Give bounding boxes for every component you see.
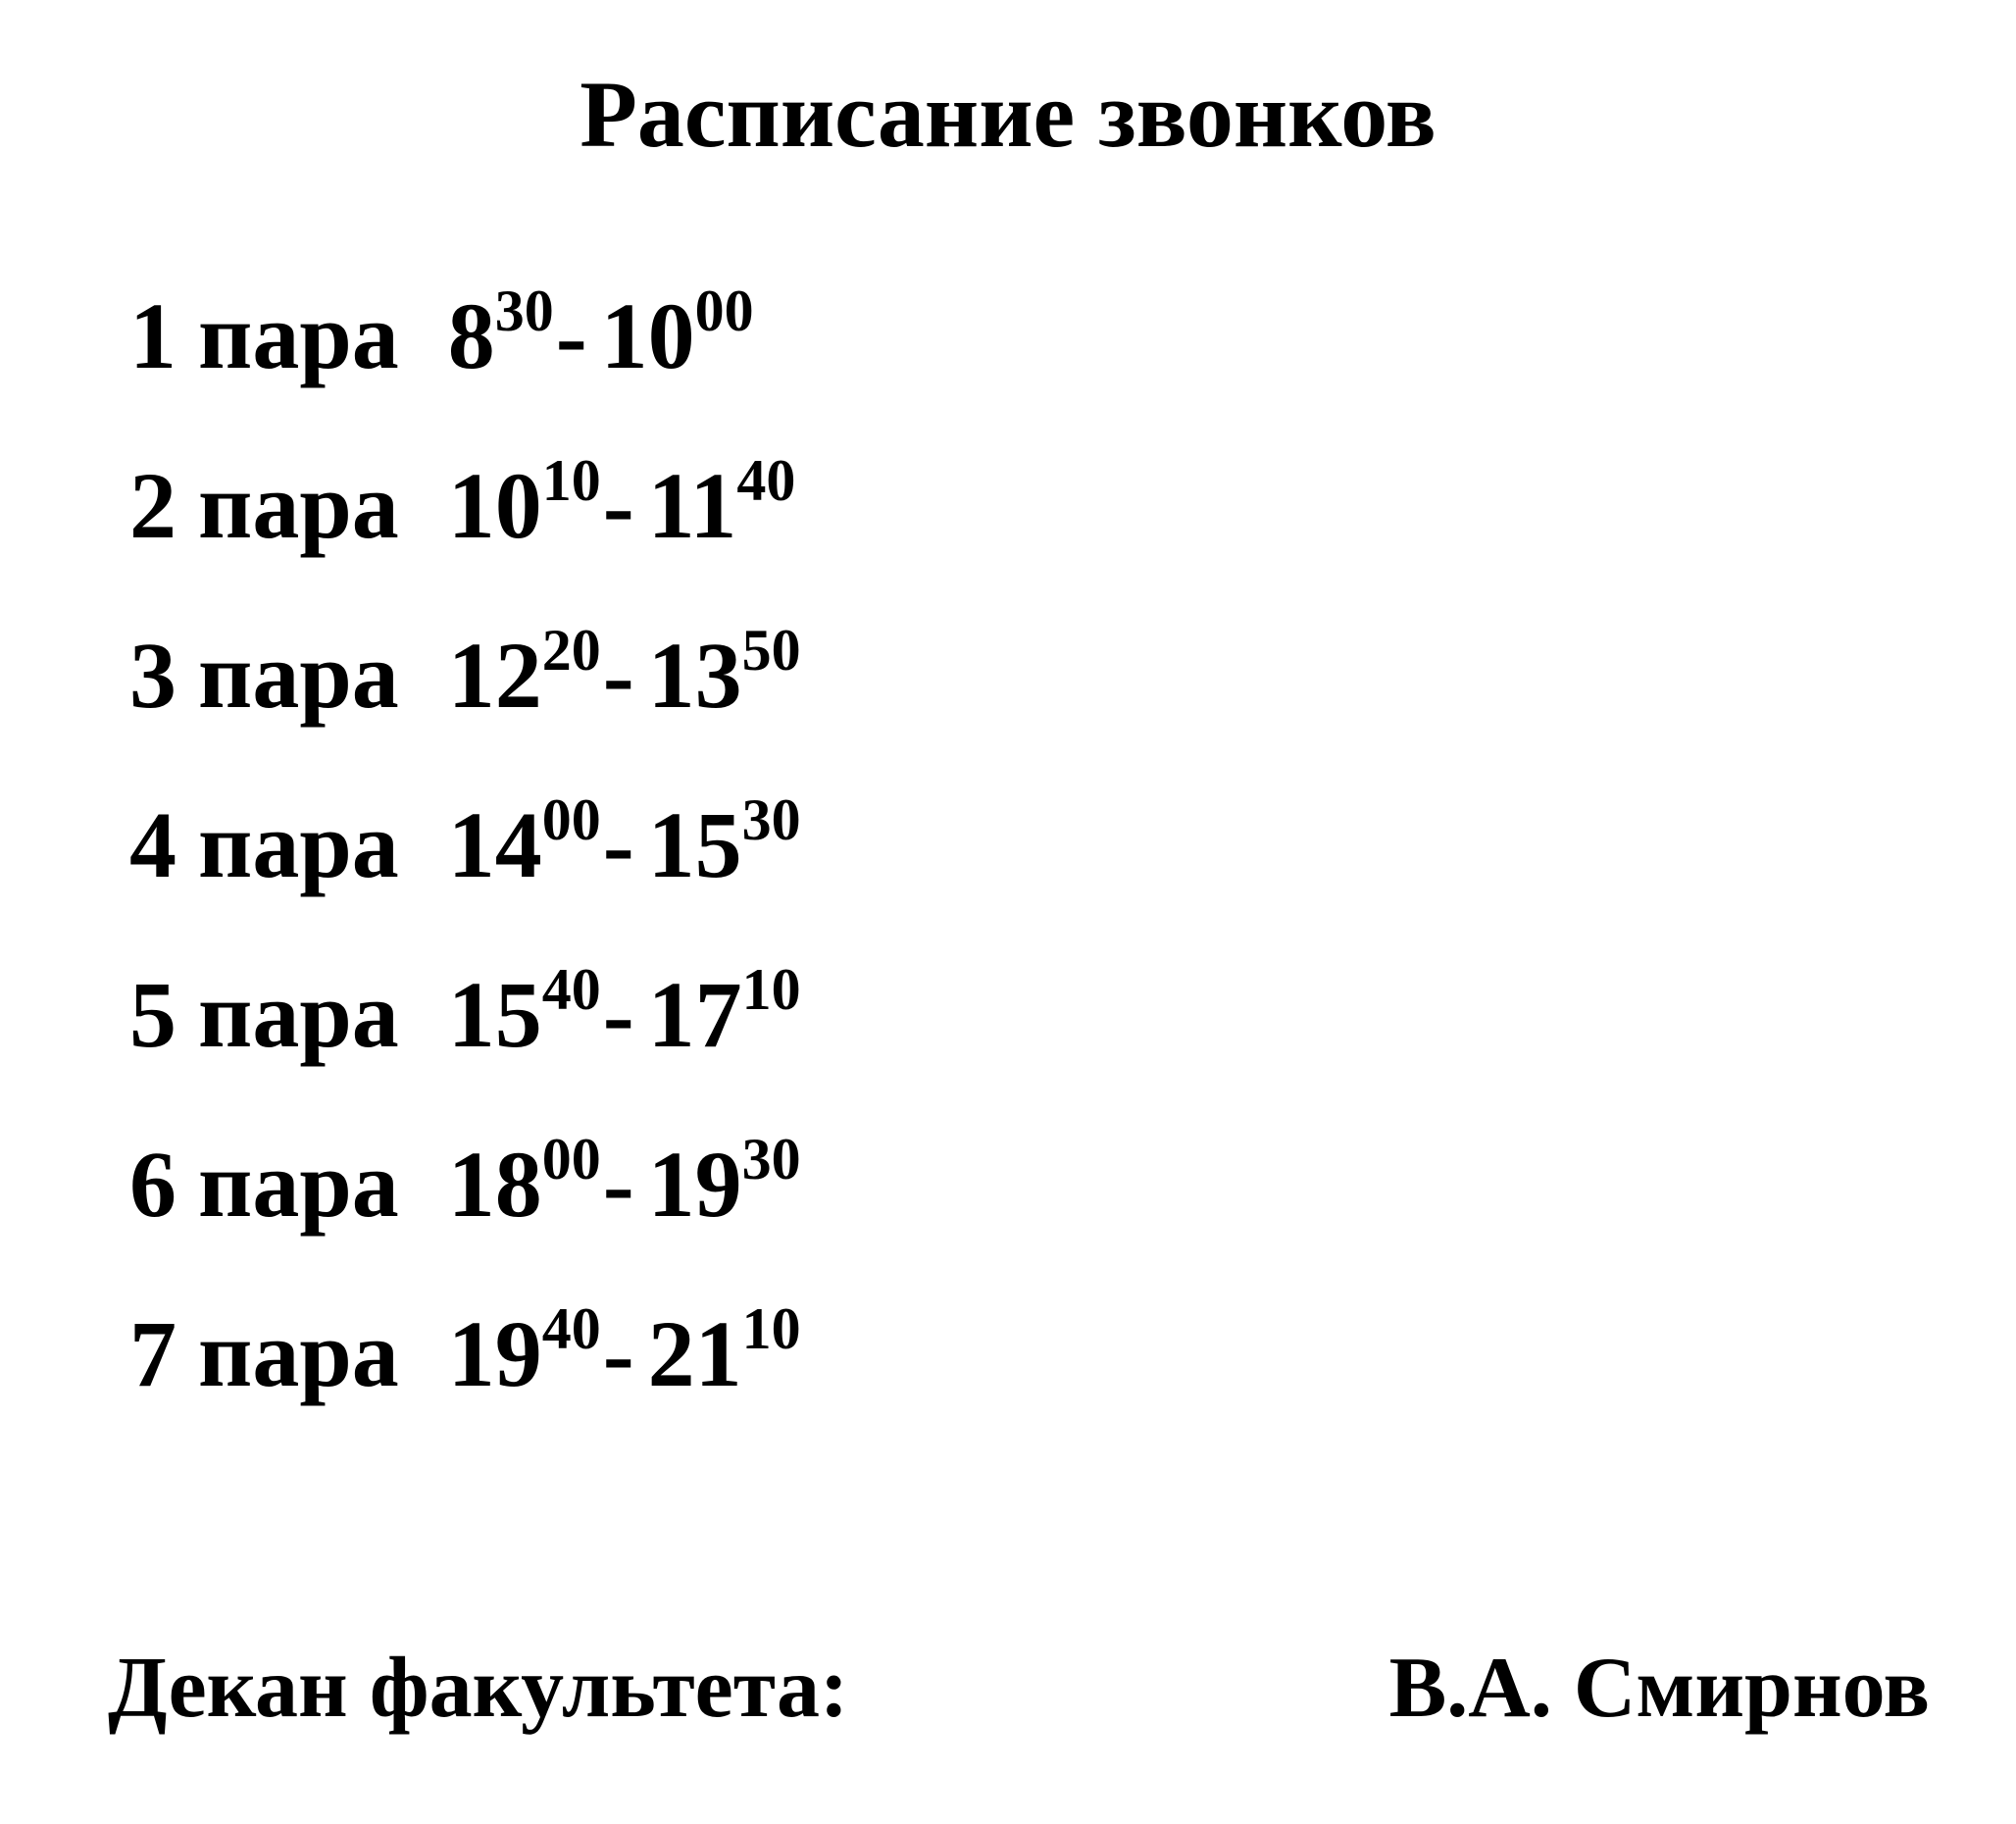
start-minutes: 30: [494, 279, 554, 343]
end-hour: 19: [647, 1132, 742, 1237]
start-hour: 19: [447, 1301, 542, 1406]
pair-word: пара: [198, 962, 399, 1067]
pair-number: 3: [129, 623, 176, 728]
pair-number: 6: [129, 1132, 176, 1237]
start-hour: 10: [447, 453, 542, 558]
time-dash: -: [602, 453, 634, 558]
start-minutes: 40: [541, 957, 601, 1022]
start-minutes: 00: [541, 1127, 601, 1191]
time-dash: -: [602, 1132, 634, 1237]
dean-name: В.А. Смирнов: [1388, 1641, 1930, 1736]
pair-word: пара: [198, 1301, 399, 1406]
end-minutes: 30: [741, 787, 801, 852]
schedule-row: [129, 618, 801, 791]
schedule-row: [129, 1296, 801, 1470]
schedule-row: [129, 1127, 801, 1300]
pair-number: 4: [129, 792, 176, 897]
pair-word: пара: [198, 792, 399, 897]
end-minutes: 50: [741, 618, 801, 683]
end-minutes: 40: [736, 448, 796, 513]
start-minutes: 20: [541, 618, 601, 683]
dean-label: Декан факультета:: [108, 1641, 849, 1736]
pair-word: пара: [198, 623, 399, 728]
pair-number: 7: [129, 1301, 176, 1406]
end-minutes: 30: [741, 1127, 801, 1191]
pair-word: пара: [198, 283, 399, 388]
pair-number: 1: [129, 283, 176, 388]
schedule-row: [129, 448, 801, 622]
pair-word: пара: [198, 453, 399, 558]
end-hour: 11: [647, 453, 737, 558]
bell-schedule-list: [129, 279, 801, 1470]
time-dash: -: [602, 792, 634, 897]
end-minutes: 10: [741, 1296, 801, 1361]
time-dash: -: [602, 1301, 634, 1406]
end-hour: 10: [600, 283, 695, 388]
time-dash: -: [602, 962, 634, 1067]
start-hour: 12: [447, 623, 542, 728]
start-hour: 8: [447, 283, 495, 388]
page-title: Расписание звонков: [580, 62, 1436, 167]
start-minutes: 10: [541, 448, 601, 513]
end-hour: 21: [647, 1301, 742, 1406]
time-dash: -: [555, 283, 587, 388]
pair-number: 5: [129, 962, 176, 1067]
start-minutes: 00: [541, 787, 601, 852]
end-hour: 17: [647, 962, 742, 1067]
time-dash: -: [602, 623, 634, 728]
end-minutes: 00: [694, 279, 754, 343]
start-hour: 15: [447, 962, 542, 1067]
end-hour: 13: [647, 623, 742, 728]
schedule-row: [129, 279, 801, 452]
pair-number: 2: [129, 453, 176, 558]
schedule-row: [129, 957, 801, 1131]
pair-word: пара: [198, 1132, 399, 1237]
start-minutes: 40: [541, 1296, 601, 1361]
end-minutes: 10: [741, 957, 801, 1022]
start-hour: 18: [447, 1132, 542, 1237]
start-hour: 14: [447, 792, 542, 897]
end-hour: 15: [647, 792, 742, 897]
schedule-row: [129, 787, 801, 961]
